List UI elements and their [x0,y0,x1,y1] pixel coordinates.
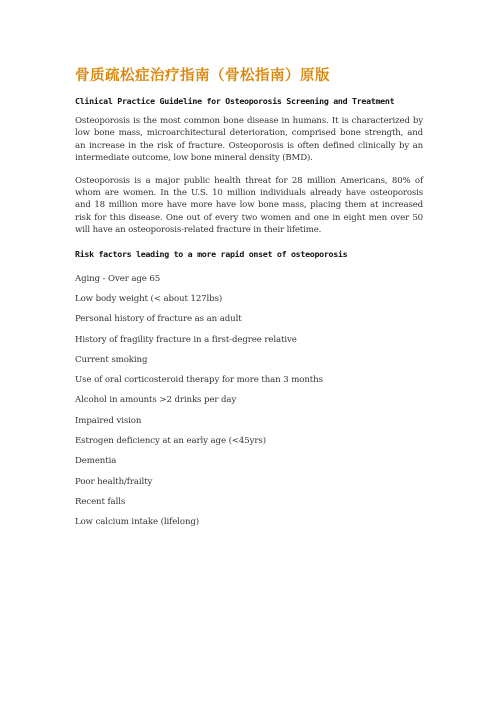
risk-factor-item: Current smoking [75,354,148,365]
risk-factor-item: Low calcium intake (lifelong) [75,517,200,528]
document-subtitle: Clinical Practice Guideline for Osteoporosis Screening and Treatment [75,96,395,106]
risk-factor-item: Poor health/frailty [75,476,153,487]
statistics-paragraph: Osteoporosis is a major public health threat for 28 million Americans, 80% of whom are women. In the U.S. 10 million individuals already have osteoporosis and 18 million more have more have low bone mass, placing them at increased risk for this disease. One out of every two women and one in eight men over 50 will have an osteoporosis-related fracture in their lifetime. [75,175,423,236]
risk-factor-item: Alcohol in amounts >2 drinks per day [75,395,237,406]
risk-factor-item: Personal history of fracture as an adult [75,314,242,325]
risk-factor-item: Estrogen deficiency at an early age (<45yrs) [75,436,266,447]
intro-paragraph: Osteoporosis is the most common bone disease in humans. It is characterized by low bone mass, microarchitectural deterioration, comprised bone strength, and an increase in the risk of fracture. Osteoporosis is often defined clinically by an intermediate outcome, low bone mineral density (BMD). [75,116,423,164]
risk-factor-item: History of fragility fracture in a first-degree relative [75,334,297,345]
risk-factor-item: Low body weight (< about 127lbs) [75,293,223,304]
risk-factor-item: Use of oral corticosteroid therapy for more than 3 months [75,375,323,386]
risk-factor-item: Recent falls [75,496,126,507]
risk-factor-item: Aging - Over age 65 [75,273,161,284]
risk-factors-list [75,273,423,537]
document-body [75,96,423,537]
risk-factors-heading: Risk factors leading to a more rapid onset of osteoporosis [75,248,348,259]
risk-factor-item: Dementia [75,456,117,467]
document-title: 骨质疏松症治疗指南（骨松指南）原版 [75,68,330,84]
risk-factor-item: Impaired vision [75,415,142,426]
